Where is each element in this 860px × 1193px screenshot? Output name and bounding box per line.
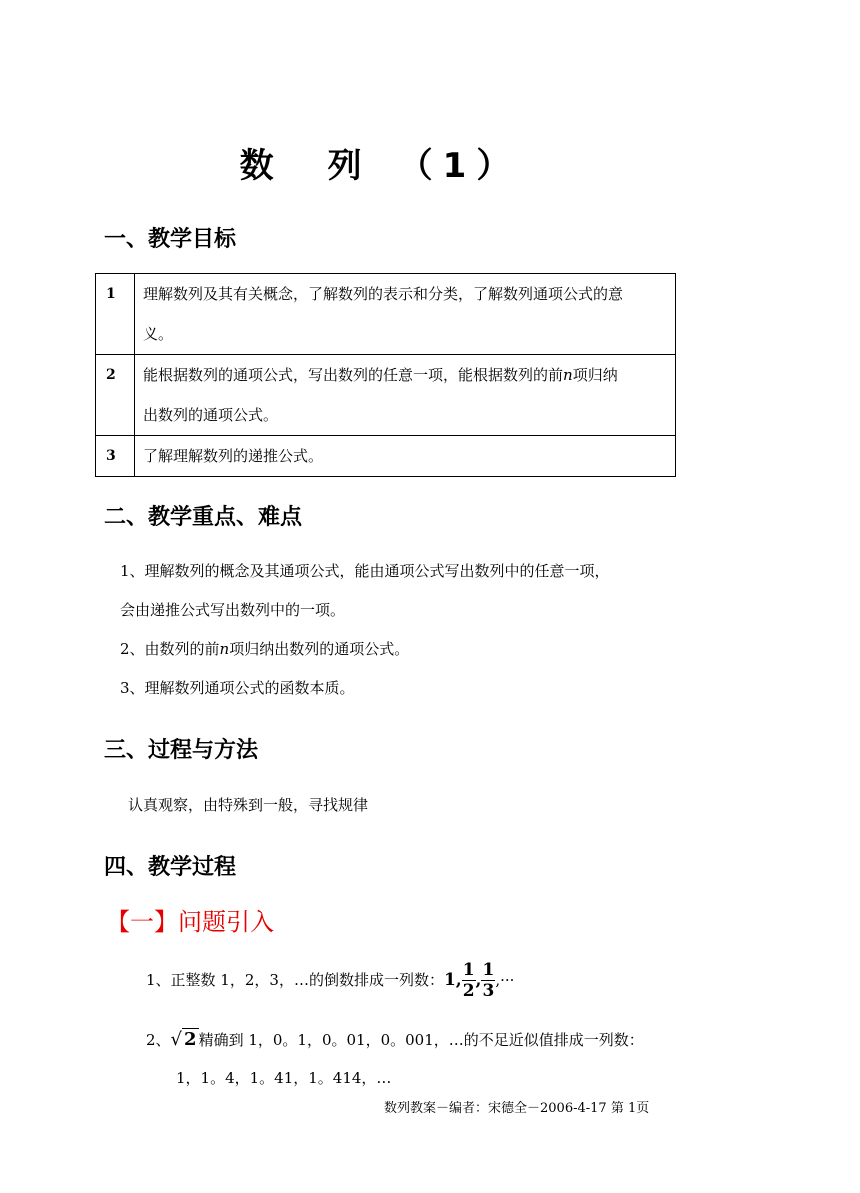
section-heading-key-points: 二、教学重点、难点 xyxy=(104,505,303,530)
goal-text xyxy=(135,274,676,355)
section-heading-process: 四、教学过程 xyxy=(104,855,237,880)
key-point-1-line1: 1、理解数列的概念及其通项公式，能由通项公式写出数列中的任意一项， xyxy=(120,562,610,580)
table-row xyxy=(96,436,676,477)
sqrt-icon: √ 2 xyxy=(170,1029,197,1050)
sequence-first-term: 1, xyxy=(443,970,462,990)
key-point-2 xyxy=(120,639,409,659)
key-point-text: 2、由数列的前 xyxy=(120,640,220,658)
section-heading-method: 三、过程与方法 xyxy=(104,738,259,763)
problem-1 xyxy=(146,958,514,1002)
problem-2-text: 精确到 1，0。1，0。01，0。001，…的不足近似值排成一列数： xyxy=(198,1031,644,1049)
goal-text-part: 项归纳 xyxy=(572,366,618,384)
section-heading-goals: 一、教学目标 xyxy=(104,227,237,252)
fraction-numerator: 1 xyxy=(482,959,495,980)
fraction-one-third xyxy=(481,960,495,1001)
problem-2 xyxy=(146,1030,644,1050)
fraction-one-half xyxy=(462,960,476,1001)
table-row xyxy=(96,355,676,436)
goal-text-part: 能根据数列的通项公式，写出数列的任意一项，能根据数列的前 xyxy=(143,366,564,384)
goal-line: 出数列的通项公式。 xyxy=(143,406,279,424)
method-text: 认真观察，由特殊到一般，寻找规律 xyxy=(128,796,369,814)
row-number: 3 xyxy=(96,436,135,477)
goal-line xyxy=(143,355,667,395)
problem-2-prefix: 2、 xyxy=(146,1031,171,1049)
goal-line: 义。 xyxy=(143,325,174,343)
variable-n: n xyxy=(563,366,573,384)
sequence-ellipsis: ,··· xyxy=(495,971,515,989)
row-number: 1 xyxy=(96,274,135,355)
sequence-separator: , xyxy=(475,970,482,990)
fraction-numerator: 1 xyxy=(462,959,475,980)
page-footer: 数列教案－编者：宋德全－2006-4-17 第 1页 xyxy=(384,1101,650,1116)
problem-2-sequence: 1，1。4，1。41，1。414，… xyxy=(176,1069,392,1087)
problem-1-text: 1、正整数 1，2，3，…的倒数排成一列数： xyxy=(146,971,444,989)
goal-text: 了解理解数列的递推公式。 xyxy=(135,436,676,477)
key-point-text: 项归纳出数列的通项公式。 xyxy=(229,640,410,658)
fraction-denominator: 3 xyxy=(482,980,495,1001)
sqrt-radicand: 2 xyxy=(184,1029,197,1050)
goal-text xyxy=(135,355,676,436)
goals-table xyxy=(95,273,676,477)
goal-line: 理解数列及其有关概念，了解数列的表示和分类，了解数列通项公式的意 xyxy=(143,285,624,303)
subsection-heading: 【一】问题引入 xyxy=(106,908,274,936)
table-row xyxy=(96,274,676,355)
key-point-1-line2: 会由递推公式写出数列中的一项。 xyxy=(120,601,346,619)
page-title: 数 列 （1） xyxy=(239,146,521,186)
row-number: 2 xyxy=(96,355,135,436)
fraction-denominator: 2 xyxy=(462,980,475,1001)
variable-n: n xyxy=(219,640,230,658)
key-point-3: 3、理解数列通项公式的函数本质。 xyxy=(120,679,355,697)
